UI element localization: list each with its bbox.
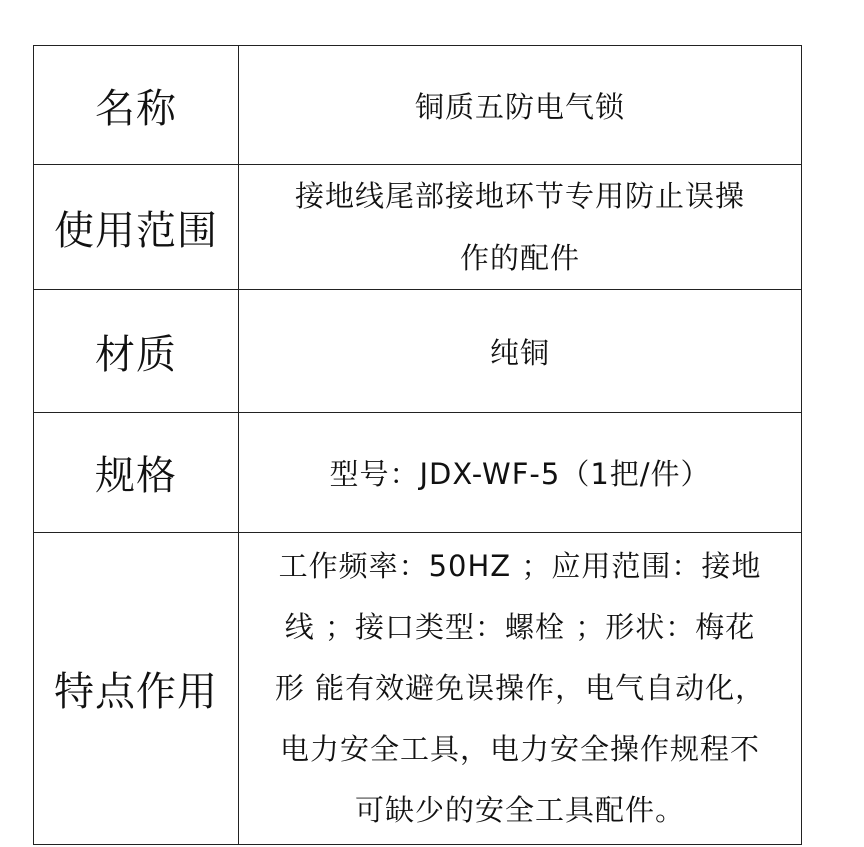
spec-row-material xyxy=(34,290,802,413)
spec-row-specification xyxy=(34,413,802,533)
spec-value-line: 接地线尾部接地环节专用防止误操 xyxy=(294,179,745,213)
product-spec-table xyxy=(33,45,802,845)
spec-value-line: 电力安全工具，电力安全操作规程不 xyxy=(279,732,760,766)
spec-row-usage-scope xyxy=(34,165,802,290)
spec-label-usage-scope: 使用范围 xyxy=(34,165,239,290)
spec-value-specification: 型号：JDX-WF-5（1把/件） xyxy=(239,413,802,533)
spec-value-line: 工作频率：50HZ ；应用范围：接地 xyxy=(278,549,762,583)
spec-label-specification: 规格 xyxy=(34,413,239,533)
spec-label-material: 材质 xyxy=(34,290,239,413)
spec-label-features: 特点作用 xyxy=(34,533,239,845)
spec-value-line: 可缺少的安全工具配件。 xyxy=(354,793,685,827)
spec-value-material: 纯铜 xyxy=(239,290,802,413)
spec-value-line: 线 ；接口类型：螺栓 ；形状：梅花 xyxy=(284,610,756,644)
spec-label-name: 名称 xyxy=(34,46,239,165)
spec-value-line: 作的配件 xyxy=(459,241,580,275)
spec-value-line: 形 能有效避免误操作，电气自动化， xyxy=(274,671,766,705)
spec-value-features xyxy=(239,533,802,845)
spec-value-usage-scope xyxy=(239,165,802,290)
spec-value-name: 铜质五防电气锁 xyxy=(239,46,802,165)
spec-row-features xyxy=(34,533,802,845)
spec-row-name xyxy=(34,46,802,165)
